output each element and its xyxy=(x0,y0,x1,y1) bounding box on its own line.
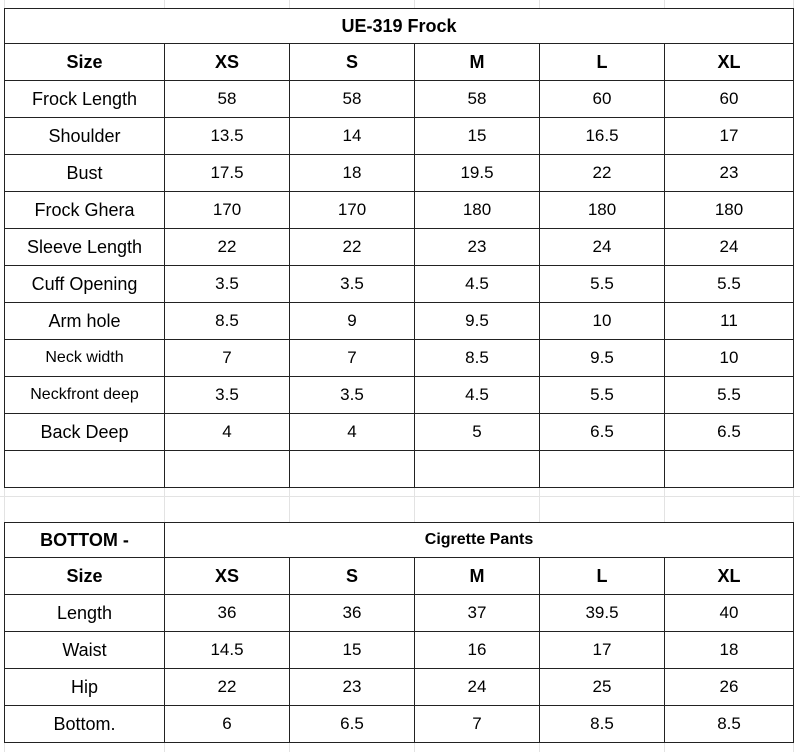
table-cell: 14 xyxy=(290,118,415,155)
row-label: Cuff Opening xyxy=(5,266,165,303)
table-row xyxy=(5,229,794,266)
table-cell: 25 xyxy=(540,669,665,706)
table-cell: 5.5 xyxy=(665,377,794,414)
table-cell: 36 xyxy=(290,595,415,632)
table-cell: 4.5 xyxy=(415,377,540,414)
table-cell: 36 xyxy=(165,595,290,632)
table-cell: 24 xyxy=(540,229,665,266)
table-cell: 23 xyxy=(290,669,415,706)
table-cell: 5.5 xyxy=(540,377,665,414)
table-cell: 4 xyxy=(165,414,290,451)
row-label: Sleeve Length xyxy=(5,229,165,266)
empty-cell xyxy=(165,451,290,488)
empty-cell xyxy=(5,451,165,488)
table-cell: 4.5 xyxy=(415,266,540,303)
size-header-cell: Size xyxy=(5,44,165,81)
table-cell: 24 xyxy=(415,669,540,706)
bottom-header-row xyxy=(5,558,794,595)
size-l-header: L xyxy=(540,44,665,81)
table-cell: 3.5 xyxy=(290,377,415,414)
table-cell: 180 xyxy=(415,192,540,229)
table-cell: 6.5 xyxy=(540,414,665,451)
table-row xyxy=(5,706,794,743)
table-cell: 5 xyxy=(415,414,540,451)
table-row xyxy=(5,192,794,229)
empty-cell xyxy=(415,451,540,488)
row-label: Arm hole xyxy=(5,303,165,340)
table-cell: 170 xyxy=(290,192,415,229)
table-cell: 18 xyxy=(290,155,415,192)
table-row xyxy=(5,414,794,451)
row-label: Frock Length xyxy=(5,81,165,118)
table-cell: 8.5 xyxy=(540,706,665,743)
size-xl-header: XL xyxy=(665,44,794,81)
table-cell: 7 xyxy=(290,340,415,377)
table-row xyxy=(5,118,794,155)
row-label: Neckfront deep xyxy=(5,377,165,414)
table-cell: 37 xyxy=(415,595,540,632)
table-cell: 22 xyxy=(165,669,290,706)
bottom-size-table xyxy=(4,522,794,743)
table-cell: 23 xyxy=(665,155,794,192)
frock-header-row xyxy=(5,44,794,81)
table-cell: 16.5 xyxy=(540,118,665,155)
row-label: Shoulder xyxy=(5,118,165,155)
size-l-header: L xyxy=(540,558,665,595)
table-row xyxy=(5,303,794,340)
table-cell: 8.5 xyxy=(165,303,290,340)
table-cell: 22 xyxy=(165,229,290,266)
size-m-header: M xyxy=(415,558,540,595)
row-label: Frock Ghera xyxy=(5,192,165,229)
frock-table-title: UE-319 Frock xyxy=(5,9,794,44)
table-row xyxy=(5,155,794,192)
table-cell: 5.5 xyxy=(540,266,665,303)
size-m-header: M xyxy=(415,44,540,81)
row-label: Hip xyxy=(5,669,165,706)
table-cell: 6.5 xyxy=(665,414,794,451)
table-cell: 16 xyxy=(415,632,540,669)
bottom-section-label: BOTTOM - xyxy=(5,523,165,558)
table-cell: 9.5 xyxy=(540,340,665,377)
table-cell: 6 xyxy=(165,706,290,743)
empty-cell xyxy=(540,451,665,488)
row-label: Back Deep xyxy=(5,414,165,451)
table-cell: 3.5 xyxy=(165,377,290,414)
table-cell: 13.5 xyxy=(165,118,290,155)
table-cell: 7 xyxy=(415,706,540,743)
table-cell: 17 xyxy=(540,632,665,669)
row-label: Bust xyxy=(5,155,165,192)
table-cell: 22 xyxy=(540,155,665,192)
table-cell: 10 xyxy=(540,303,665,340)
table-cell: 180 xyxy=(540,192,665,229)
table-cell: 9 xyxy=(290,303,415,340)
table-cell: 14.5 xyxy=(165,632,290,669)
table-cell: 18 xyxy=(665,632,794,669)
table-cell: 170 xyxy=(165,192,290,229)
table-cell: 180 xyxy=(665,192,794,229)
frock-size-table xyxy=(4,8,794,488)
table-cell: 8.5 xyxy=(665,706,794,743)
row-label: Bottom. xyxy=(5,706,165,743)
size-xl-header: XL xyxy=(665,558,794,595)
table-cell: 7 xyxy=(165,340,290,377)
table-cell: 11 xyxy=(665,303,794,340)
table-cell: 26 xyxy=(665,669,794,706)
table-cell: 58 xyxy=(290,81,415,118)
bottom-table-title: Cigrette Pants xyxy=(165,523,794,558)
size-xs-header: XS xyxy=(165,558,290,595)
table-cell: 3.5 xyxy=(290,266,415,303)
table-cell: 4 xyxy=(290,414,415,451)
table-row xyxy=(5,632,794,669)
table-cell: 60 xyxy=(665,81,794,118)
table-cell: 40 xyxy=(665,595,794,632)
table-row xyxy=(5,669,794,706)
size-xs-header: XS xyxy=(165,44,290,81)
table-cell: 60 xyxy=(540,81,665,118)
table-row xyxy=(5,81,794,118)
table-row xyxy=(5,340,794,377)
table-cell: 24 xyxy=(665,229,794,266)
table-cell: 6.5 xyxy=(290,706,415,743)
empty-row xyxy=(5,451,794,488)
table-cell: 3.5 xyxy=(165,266,290,303)
row-label: Length xyxy=(5,595,165,632)
table-cell: 39.5 xyxy=(540,595,665,632)
table-row xyxy=(5,266,794,303)
table-cell: 8.5 xyxy=(415,340,540,377)
table-cell: 17 xyxy=(665,118,794,155)
table-cell: 19.5 xyxy=(415,155,540,192)
size-header-cell: Size xyxy=(5,558,165,595)
table-cell: 23 xyxy=(415,229,540,266)
table-cell: 15 xyxy=(290,632,415,669)
table-row xyxy=(5,595,794,632)
table-cell: 15 xyxy=(415,118,540,155)
table-cell: 17.5 xyxy=(165,155,290,192)
table-cell: 9.5 xyxy=(415,303,540,340)
table-cell: 58 xyxy=(415,81,540,118)
table-cell: 58 xyxy=(165,81,290,118)
row-label: Waist xyxy=(5,632,165,669)
table-cell: 10 xyxy=(665,340,794,377)
empty-cell xyxy=(665,451,794,488)
empty-cell xyxy=(290,451,415,488)
table-row xyxy=(5,377,794,414)
size-s-header: S xyxy=(290,558,415,595)
table-cell: 5.5 xyxy=(665,266,794,303)
table-cell: 22 xyxy=(290,229,415,266)
gridline xyxy=(0,496,800,497)
size-s-header: S xyxy=(290,44,415,81)
row-label: Neck width xyxy=(5,340,165,377)
